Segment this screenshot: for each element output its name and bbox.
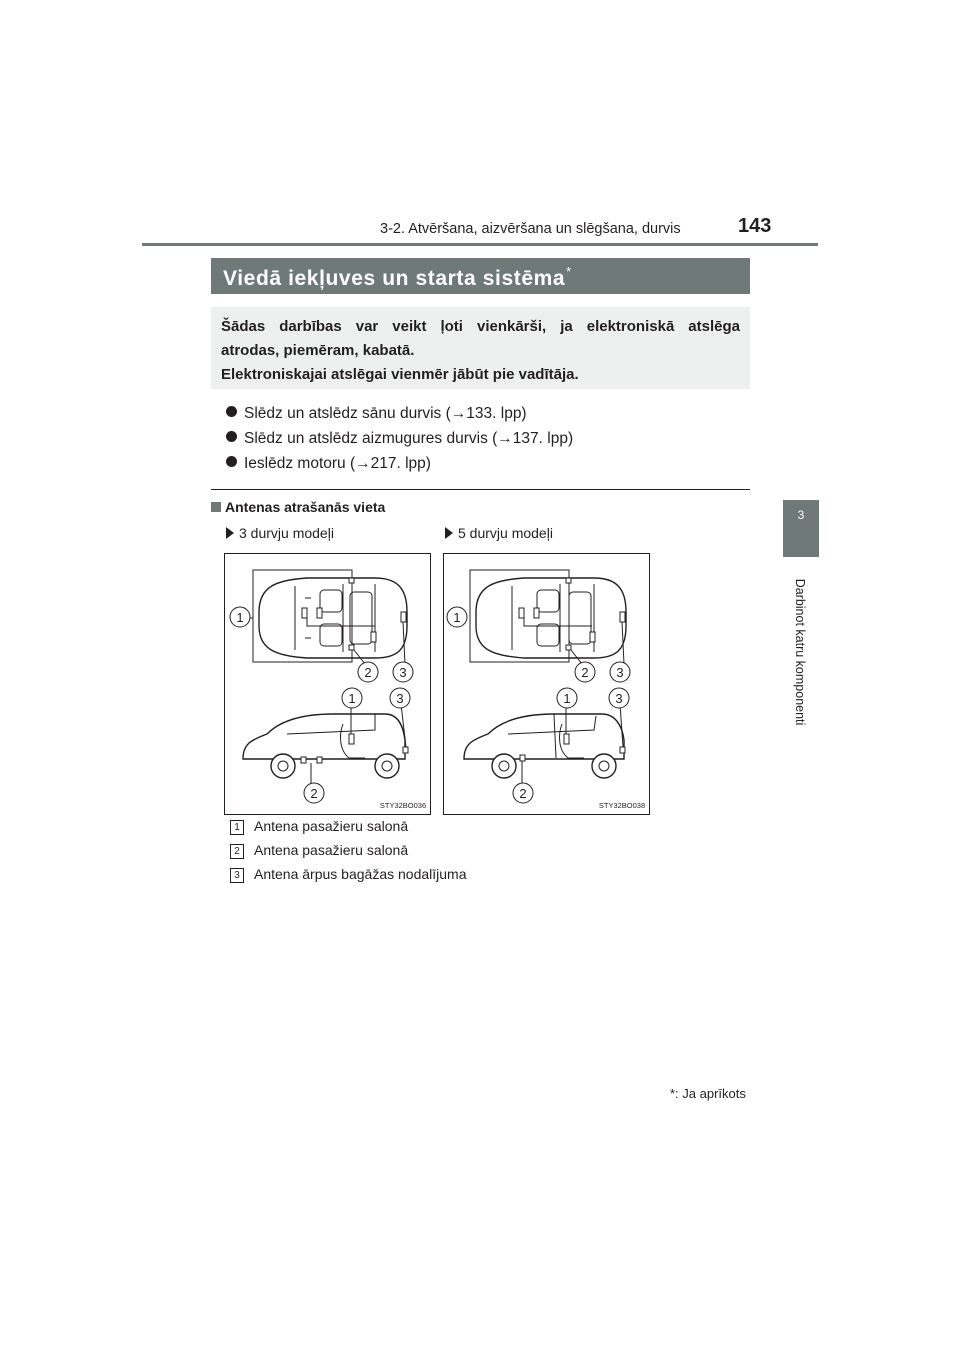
- figure-code: STY32BO038: [598, 801, 646, 810]
- leader-line: [354, 650, 365, 664]
- antenna-mark: [620, 612, 625, 622]
- legend-item: [230, 866, 466, 883]
- antenna-mark: [302, 608, 307, 618]
- figure-3door: [224, 553, 431, 815]
- antenna-mark: [317, 757, 322, 763]
- antenna-mark: [301, 757, 306, 763]
- leader-line: [571, 650, 582, 664]
- chapter-label: Darbinot katru komponenti: [793, 578, 807, 726]
- legend-number: 1: [230, 820, 244, 835]
- legend-text: Antena ārpus bagāžas nodalījuma: [254, 866, 467, 882]
- legend-text: Antena pasažieru salonā: [254, 818, 409, 834]
- footnote: *: Ja aprīkots: [670, 1086, 746, 1101]
- page-title-bar: [211, 258, 750, 294]
- callout-number: 1: [348, 691, 356, 706]
- figure-label-5door: [445, 525, 553, 541]
- subheading: [211, 499, 385, 515]
- callout-number: 2: [310, 786, 318, 801]
- legend-item: [230, 818, 408, 835]
- triangle-icon: [445, 527, 453, 539]
- antenna-mark: [349, 645, 354, 650]
- antenna-mark: [534, 608, 539, 618]
- car-door-line: [508, 714, 596, 758]
- rear-wheel: [375, 754, 399, 778]
- intro-line: Šādas darbības var veikt ļoti vienkārši, ja elektroniskā atslēga: [221, 318, 740, 335]
- antenna-mark: [520, 755, 525, 761]
- car-body-side: [464, 714, 624, 759]
- front-seat-right: [537, 624, 559, 646]
- car-body-side: [243, 714, 405, 759]
- page-title-text: Viedā iekļuves un starta sistēma: [223, 267, 566, 290]
- antenna-mark: [564, 734, 569, 744]
- antenna-mark: [620, 747, 625, 753]
- bullet-item: [226, 405, 527, 423]
- intro-box: [211, 307, 750, 389]
- antenna-mark: [519, 608, 524, 618]
- antenna-mark: [566, 645, 571, 650]
- callout-number: 2: [364, 665, 372, 680]
- legend-number: 2: [230, 844, 244, 859]
- antenna-mark: [590, 632, 595, 642]
- callout-number: 2: [581, 665, 589, 680]
- legend-item: [230, 842, 408, 859]
- rear-seat: [569, 592, 591, 644]
- bullet-item: [226, 455, 431, 473]
- bullet-item: [226, 430, 573, 448]
- front-seat-left: [320, 590, 342, 612]
- square-bullet-icon: [211, 502, 221, 512]
- antenna-mark: [349, 578, 354, 583]
- callout-number: 1: [563, 691, 571, 706]
- front-wheel: [492, 754, 516, 778]
- bullet-text: Slēdz un atslēdz aizmugures durvis (→137. lpp): [244, 430, 574, 447]
- antenna-mark: [401, 612, 406, 622]
- callout-number: 3: [616, 665, 624, 680]
- bullet-text: Slēdz un atslēdz sānu durvis (→133. lpp): [244, 405, 527, 422]
- seat-outline: [560, 724, 584, 758]
- intro-line: Elektroniskajai atslēgai vienmēr jābūt pie vadītāja.: [221, 366, 579, 383]
- antenna-mark: [566, 578, 571, 583]
- callout-number: 3: [615, 691, 623, 706]
- legend-number: 3: [230, 868, 244, 883]
- front-wheel: [271, 754, 295, 778]
- front-seat-right: [320, 624, 342, 646]
- figure-label-3door: [226, 525, 334, 541]
- header-rule: [142, 243, 818, 246]
- bullet-text: Ieslēdz motoru (→217. lpp): [244, 455, 431, 472]
- chapter-number: 3: [797, 508, 805, 522]
- section-rule: [211, 489, 750, 490]
- equipped-marker: *: [566, 264, 572, 279]
- rear-wheel: [592, 754, 616, 778]
- front-seat-left: [537, 590, 559, 612]
- bullet-dot: [226, 431, 237, 442]
- car-diagram-3door: [225, 554, 430, 814]
- callout-number: 3: [399, 665, 407, 680]
- subheading-text: Antenas atrašanās vieta: [225, 499, 386, 515]
- page-title: [223, 264, 572, 291]
- car-diagram-5door: [444, 554, 649, 814]
- callout-number: 1: [236, 610, 244, 625]
- triangle-icon: [226, 527, 234, 539]
- callout-number: 1: [453, 610, 461, 625]
- figure-code: STY32BO036: [379, 801, 427, 810]
- bullet-dot: [226, 456, 237, 467]
- section-title: 3-2. Atvēršana, aizvēršana un slēgšana, durvis: [380, 221, 681, 237]
- legend-text: Antena pasažieru salonā: [254, 842, 409, 858]
- page-number: 143: [738, 215, 772, 237]
- callout-number: 2: [519, 786, 527, 801]
- rear-seat: [350, 592, 372, 644]
- antenna-mark: [371, 632, 376, 642]
- figure-label-text: 3 durvju modeļi: [239, 525, 334, 541]
- antenna-mark: [317, 608, 322, 618]
- figure-5door: [443, 553, 650, 815]
- antenna-mark: [349, 734, 354, 744]
- callout-number: 3: [396, 691, 404, 706]
- figure-label-text: 5 durvju modeļi: [458, 525, 553, 541]
- intro-line: atrodas, piemēram, kabatā.: [221, 342, 415, 359]
- bullet-dot: [226, 406, 237, 417]
- antenna-mark: [403, 747, 408, 753]
